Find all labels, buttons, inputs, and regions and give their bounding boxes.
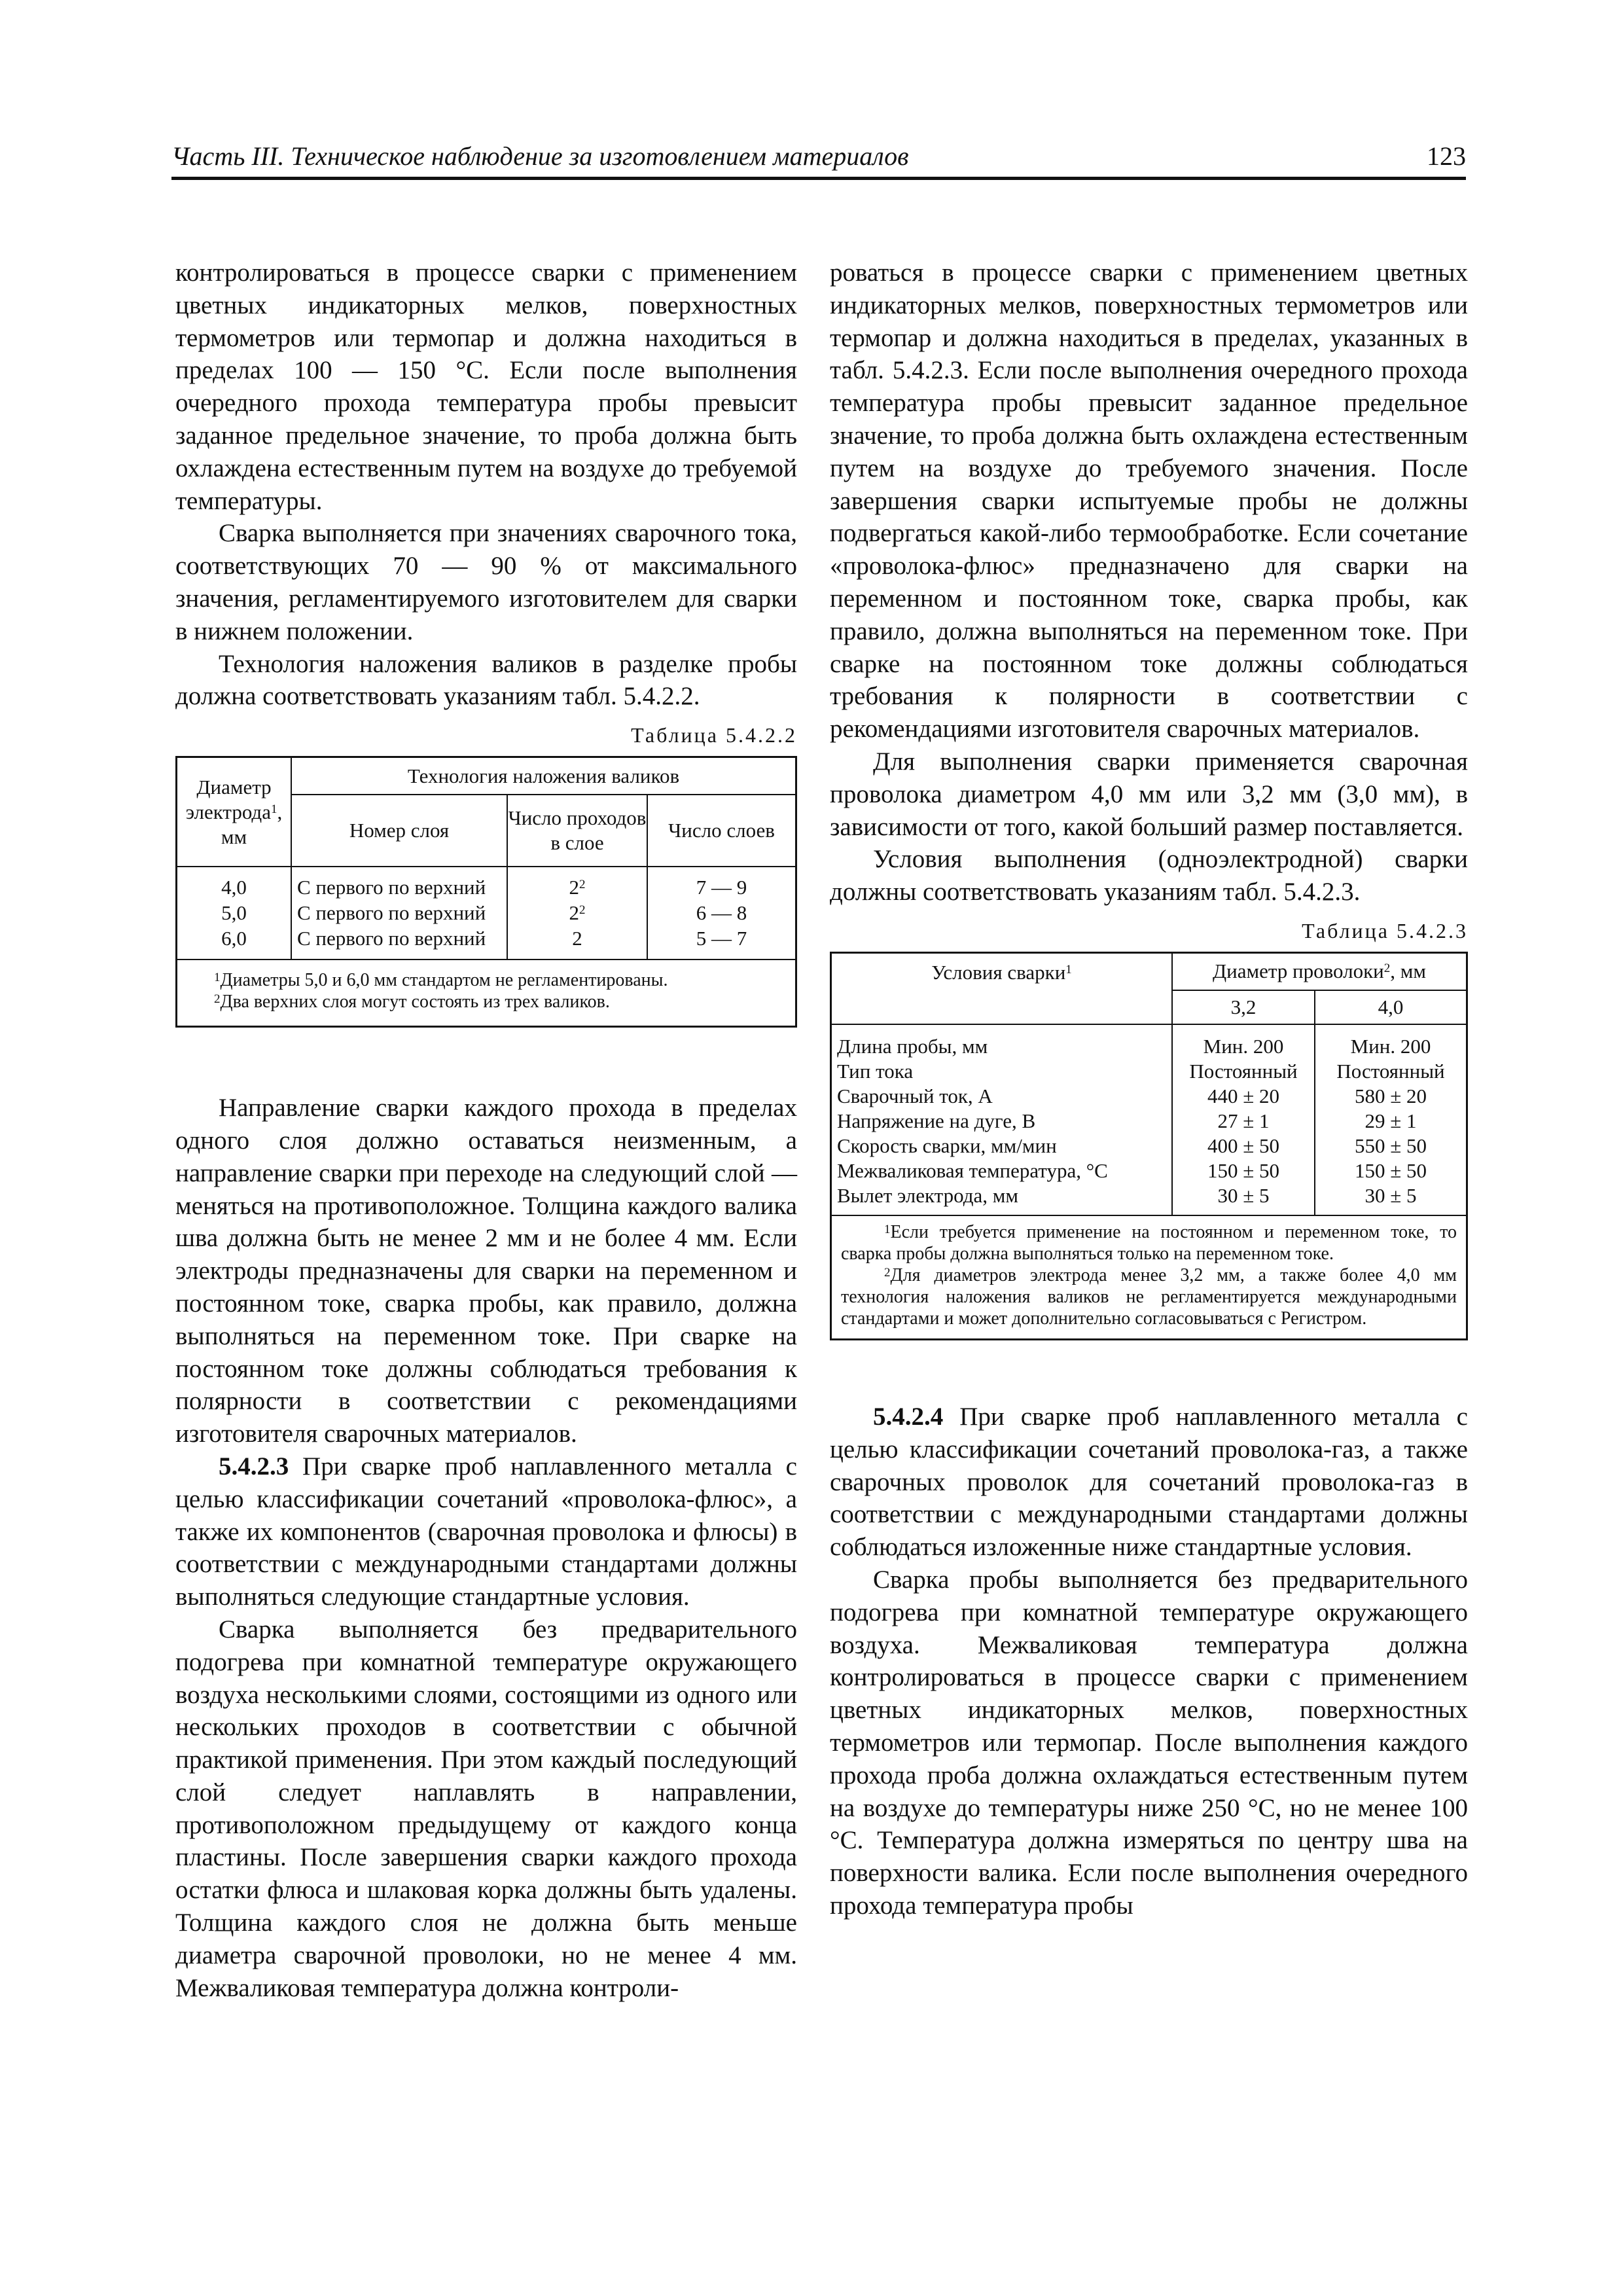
table-note-1: $^1$Диаметры 5,0 и 6,0 мм стандартом не регламентированы. (214, 970, 668, 991)
table-row-diam: 5,0 (177, 900, 291, 926)
left-paragraph-5: 5.4.2.3 При сварке проб наплавленного металла с целью классификации сочетаний «проволока-флюс», а также их компонентов (сварочная проволока и флюсы) в соответствии с международными стандартами должны выполняться следующие стандартные условия. (175, 1452, 797, 1611)
table-row-name: Сварочный ток, А (832, 1084, 1172, 1109)
left-paragraph-2: Сварка выполняется при значениях сварочного тока, соответствующих 70 — 90 % от максимального значения, регламентируемого изготовителем для сварки в нижнем положении. (175, 519, 797, 645)
table-row-passes: $2^2$ (507, 900, 647, 926)
table-row-v40: 29 ± 1 (1315, 1109, 1466, 1134)
th-diam-3-2: 3,2 (1172, 990, 1315, 1024)
table-5-4-2-3-notes (832, 1215, 1466, 1338)
table-row-layers: 5 — 7 (647, 926, 795, 959)
right-paragraph-3: Условия выполнения (одноэлектродной) сварки должны соответствовать указаниям табл. 5.4.2.3. (830, 845, 1468, 906)
table-5-4-2-2-caption: Таблица 5.4.2.2 (631, 723, 797, 747)
table-row-layers: 6 — 8 (647, 900, 795, 926)
table-row-v32: 30 ± 5 (1172, 1183, 1315, 1215)
left-column (175, 257, 797, 2004)
table-row-v32: Постоянный (1172, 1059, 1315, 1084)
table-row-name: Скорость сварки, мм/мин (832, 1134, 1172, 1158)
table-row-v32: 150 ± 50 (1172, 1158, 1315, 1183)
table-note-2: $^2$Два верхних слоя могут состоять из трех валиков. (214, 992, 610, 1013)
table-row-name: Напряжение на дуге, В (832, 1109, 1172, 1134)
section-number: 5.4.2.4 (873, 1402, 944, 1431)
table-row-v40: 150 ± 50 (1315, 1158, 1466, 1183)
table-note-1: $^1$Если требуется применение на постоянном и переменном токе, то сварка пробы должна выполняться только на переменном токе. (841, 1221, 1457, 1264)
table-row-v32: Мин. 200 (1172, 1024, 1315, 1059)
table-row-v40: 580 ± 20 (1315, 1084, 1466, 1109)
table-row-v32: 27 ± 1 (1172, 1109, 1315, 1134)
table-row-v32: 440 ± 20 (1172, 1084, 1315, 1109)
left-paragraph-3: Технология наложения валиков в разделке пробы должна соответствовать указаниям табл. 5.4.2.2. (175, 649, 797, 711)
table-5-4-2-2 (175, 756, 797, 1028)
table-row-v40: 30 ± 5 (1315, 1183, 1466, 1215)
table-row-name: Длина пробы, мм (832, 1024, 1172, 1059)
running-title: Часть III. Техническое наблюдение за изготовлением материалов (171, 141, 909, 171)
table-row-v40: Мин. 200 (1315, 1024, 1466, 1059)
table-row-diam: 4,0 (177, 867, 291, 900)
left-paragraph-6: Сварка выполняется без предварительного подогрева при комнатной температуре окружающего воздуха несколькими слоями, состоящими из одного или нескольких проходов в соответствии с обычной практикой применения. При этом каждый последующий слой следует наплавлять в направлении, противоположном предыдущему от каждого конца пластины. После завершения сварки каждого прохода остатки флюса и шлаковая корка должны быть удалены. Толщина каждого слоя не должна быть меньше диаметра сварочной проволоки, но не менее 4 мм. Межваликовая температура должна контроли- (175, 1615, 797, 2002)
table-row-v32: 400 ± 50 (1172, 1134, 1315, 1158)
table-5-4-2-3 (830, 952, 1468, 1340)
table-row-name: Межваликовая температура, °С (832, 1158, 1172, 1183)
right-paragraph-4: 5.4.2.4 При сварке проб наплавленного металла с целью классификации сочетаний проволока-газ, а также сварочных проволок для сочетаний проволока-газ в соответствии с международными стандартами должны соблюдаться изложенные ниже стандартные условия. (830, 1402, 1468, 1562)
table-5-4-2-3-caption: Таблица 5.4.2.3 (1302, 918, 1468, 942)
th-wire-diameter: Диаметр проволоки$^2$, мм (1172, 954, 1466, 990)
th-diam-4-0: 4,0 (1315, 990, 1466, 1024)
table-5-4-2-2-notes (177, 959, 795, 1026)
th-electrode-diameter: Диаметр электрода$^1$, мм (177, 758, 291, 867)
right-column (830, 257, 1468, 1922)
th-layers: Число слоев (647, 795, 795, 867)
right-paragraph-5: Сварка пробы выполняется без предварительного подогрева при комнатной температуре окружающего воздуха. Межваликовая температура должна контролироваться в процессе сварки с применением цветных индикаторных мелков, поверхностных термометров или термопар. После выполнения каждого прохода проба должна охлаждаться естественным путем на воздухе до температуры ниже 250 °С, но не менее 100 °С. Температура должна измеряться по центру шва на поверхности валика. Если после выполнения очередного прохода температура пробы (830, 1565, 1468, 1920)
page-header (171, 134, 1466, 180)
table-row-passes: 2 (507, 926, 647, 959)
th-passes: Число проходов в слое (507, 795, 647, 867)
th-technology: Технология наложения валиков (291, 758, 795, 795)
table-row-layer: С первого по верхний (291, 900, 507, 926)
th-welding-conditions: Условия сварки$^1$ (832, 954, 1172, 1024)
table-row-layer: С первого по верхний (291, 926, 507, 959)
table-row-layers: 7 — 9 (647, 867, 795, 900)
th-layer-number: Номер слоя (291, 795, 507, 867)
right-paragraph-1: роваться в процессе сварки с применением цветных индикаторных мелков, поверхностных термометров или термопар и должна находиться в пределах, указанных в табл. 5.4.2.3. Если после выполнения очередного прохода температура пробы превысит заданное предельное значение, то проба должна быть охлаждена естественным путем на воздухе до требуемого значения. После завершения сварки испытуемые пробы не должны подвергаться какой-либо термообработке. Если сочетание «проволока-флюс» предназначено для сварки на переменном и постоянном токе, сварка пробы, как правило, должна выполняться на переменном токе. При сварке на постоянном токе должны соблюдаться требования к полярности в соответствии с рекомендациями изготовителя сварочных материалов. (830, 259, 1468, 744)
table-row-v40: 550 ± 50 (1315, 1134, 1466, 1158)
page-number: 123 (1427, 141, 1466, 171)
table-row-passes: $2^2$ (507, 867, 647, 900)
table-row-v40: Постоянный (1315, 1059, 1466, 1084)
right-paragraph-2: Для выполнения сварки применяется сварочная проволока диаметром 4,0 мм или 3,2 мм (3,0 мм), в зависимости от того, какой больший размер поставляется. (830, 747, 1468, 841)
table-row-diam: 6,0 (177, 926, 291, 959)
left-paragraph-1: контролироваться в процессе сварки с применением цветных индикаторных мелков, поверхностных термометров или термопар и должна находиться в пределах 100 — 150 °С. Если после выполнения очередного прохода температура пробы превысит заданное предельное значение, то проба должна быть охлаждена естественным путем на воздухе до требуемой температуры. (175, 259, 797, 515)
left-paragraph-4: Направление сварки каждого прохода в пределах одного слоя должно оставаться неизменным, а направление сварки при переходе на следующий слой — меняться на противоположное. Толщина каждого валика шва должна быть не менее 2 мм и не более 4 мм. Если электроды предназначены для сварки на переменном и постоянном токе, сварка пробы, как правило, должна выполняться на переменном токе. При сварке на постоянном токе должны соблюдаться требования к полярности в соответствии с рекомендациями изготовителя сварочных материалов. (175, 1094, 797, 1448)
table-row-name: Тип тока (832, 1059, 1172, 1084)
section-number: 5.4.2.3 (219, 1452, 289, 1480)
table-row-name: Вылет электрода, мм (832, 1183, 1172, 1215)
table-note-2: $^2$Для диаметров электрода менее 3,2 мм, а также более 4,0 мм технология наложения валиков не регламентируется международными стандартами и может дополнительно согласовываться с Регистром. (841, 1265, 1457, 1329)
table-row-layer: С первого по верхний (291, 867, 507, 900)
